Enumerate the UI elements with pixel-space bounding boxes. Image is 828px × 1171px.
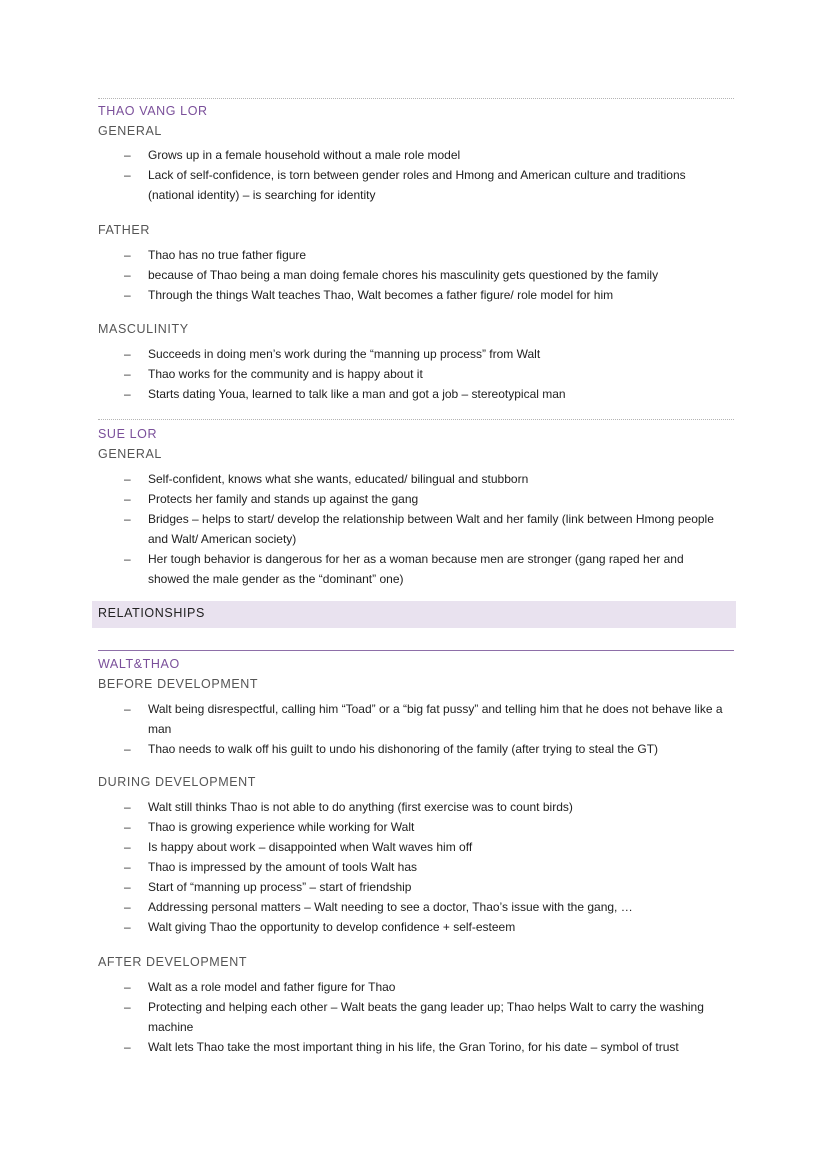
bullet-list [98, 797, 734, 937]
list-item: – Thao is growing experience while working for Walt [98, 817, 734, 837]
bullet-list [98, 699, 734, 759]
bullet-list [98, 245, 734, 305]
section-sue [98, 419, 734, 589]
list-item: – Self-confident, knows what she wants, educated/ bilingual and stubborn [98, 469, 734, 489]
banner-title: RELATIONSHIPS [98, 606, 205, 620]
dash-bullet: – [124, 552, 131, 566]
list-item: – Thao has no true father figure [98, 245, 734, 265]
subsection-masculinity [98, 320, 734, 404]
list-item: – Lack of self-confidence, is torn between gender roles and Hmong and American culture and traditions (national identity) – is searching for identity [98, 165, 734, 205]
subheading-after: AFTER DEVELOPMENT [98, 955, 248, 969]
subsection-after [98, 953, 734, 1057]
list-item: – because of Thao being a man doing female chores his masculinity gets questioned by the family [98, 265, 734, 285]
dash-bullet: – [124, 880, 131, 894]
section-title: SUE LOR [98, 427, 158, 441]
list-item: – Thao is impressed by the amount of tools Walt has [98, 857, 734, 877]
list-item: – Walt still thinks Thao is not able to do anything (first exercise was to count birds) [98, 797, 734, 817]
subheading-general: GENERAL [98, 124, 162, 138]
dash-bullet: – [124, 1040, 131, 1054]
list-item: – Thao works for the community and is happy about it [98, 364, 734, 384]
section-divider [98, 98, 734, 99]
list-item: – Grows up in a female household without a male role model [98, 145, 734, 165]
dash-bullet: – [124, 702, 131, 716]
list-item: – Is happy about work – disappointed when Walt waves him off [98, 837, 734, 857]
list-item: – Starts dating Youa, learned to talk like a man and got a job – stereotypical man [98, 384, 734, 404]
bullet-list [98, 344, 734, 404]
section-divider [98, 419, 734, 420]
list-item: – Her tough behavior is dangerous for her as a woman because men are stronger (gang raped her and showed the male gender as the “dominant” one) [98, 549, 734, 589]
dash-bullet: – [124, 900, 131, 914]
dash-bullet: – [124, 492, 131, 506]
subheading-during: DURING DEVELOPMENT [98, 775, 257, 789]
dash-bullet: – [124, 367, 131, 381]
subheading-before: BEFORE DEVELOPMENT [98, 677, 259, 691]
dash-bullet: – [124, 800, 131, 814]
section-thao [98, 98, 734, 205]
dash-bullet: – [124, 742, 131, 756]
list-item: – Through the things Walt teaches Thao, Walt becomes a father figure/ role model for him [98, 285, 734, 305]
list-item: – Protects her family and stands up against the gang [98, 489, 734, 509]
section-title: THAO VANG LOR [98, 104, 208, 118]
subheading-general: GENERAL [98, 447, 162, 461]
section-title: WALT&THAO [98, 657, 180, 671]
dash-bullet: – [124, 248, 131, 262]
dash-bullet: – [124, 840, 131, 854]
dash-bullet: – [124, 1000, 131, 1014]
dash-bullet: – [124, 860, 131, 874]
list-item: – Bridges – helps to start/ develop the relationship between Walt and her family (link between Hmong people and Walt/ American society) [98, 509, 734, 549]
dash-bullet: – [124, 148, 131, 162]
relationships-banner [92, 601, 736, 628]
bullet-list [98, 977, 734, 1057]
dash-bullet: – [124, 268, 131, 282]
dash-bullet: – [124, 387, 131, 401]
bullet-list [98, 469, 734, 589]
subheading-masculinity: MASCULINITY [98, 322, 189, 336]
list-item: – Walt being disrespectful, calling him “Toad” or a “big fat pussy” and telling him that he does not behave like a man [98, 699, 734, 739]
dash-bullet: – [124, 820, 131, 834]
dash-bullet: – [124, 347, 131, 361]
list-item: – Protecting and helping each other – Walt beats the gang leader up; Thao helps Walt to carry the washing machine [98, 997, 734, 1037]
list-item: – Start of “manning up process” – start of friendship [98, 877, 734, 897]
list-item: – Addressing personal matters – Walt needing to see a doctor, Thao’s issue with the gang, … [98, 897, 734, 917]
list-item: – Thao needs to walk off his guilt to undo his dishonoring of the family (after trying to steal the GT) [98, 739, 734, 759]
dash-bullet: – [124, 472, 131, 486]
subheading-father: FATHER [98, 223, 150, 237]
section-divider [98, 650, 734, 651]
subsection-father [98, 221, 734, 305]
list-item: – Succeeds in doing men’s work during the “manning up process” from Walt [98, 344, 734, 364]
dash-bullet: – [124, 512, 131, 526]
list-item: – Walt giving Thao the opportunity to develop confidence + self-esteem [98, 917, 734, 937]
subsection-during [98, 773, 734, 937]
bullet-list [98, 145, 734, 205]
dash-bullet: – [124, 288, 131, 302]
dash-bullet: – [124, 920, 131, 934]
list-item: – Walt lets Thao take the most important thing in his life, the Gran Torino, for his date – symbol of trust [98, 1037, 734, 1057]
dash-bullet: – [124, 168, 131, 182]
section-walt-thao [98, 650, 734, 759]
dash-bullet: – [124, 980, 131, 994]
list-item: – Walt as a role model and father figure for Thao [98, 977, 734, 997]
